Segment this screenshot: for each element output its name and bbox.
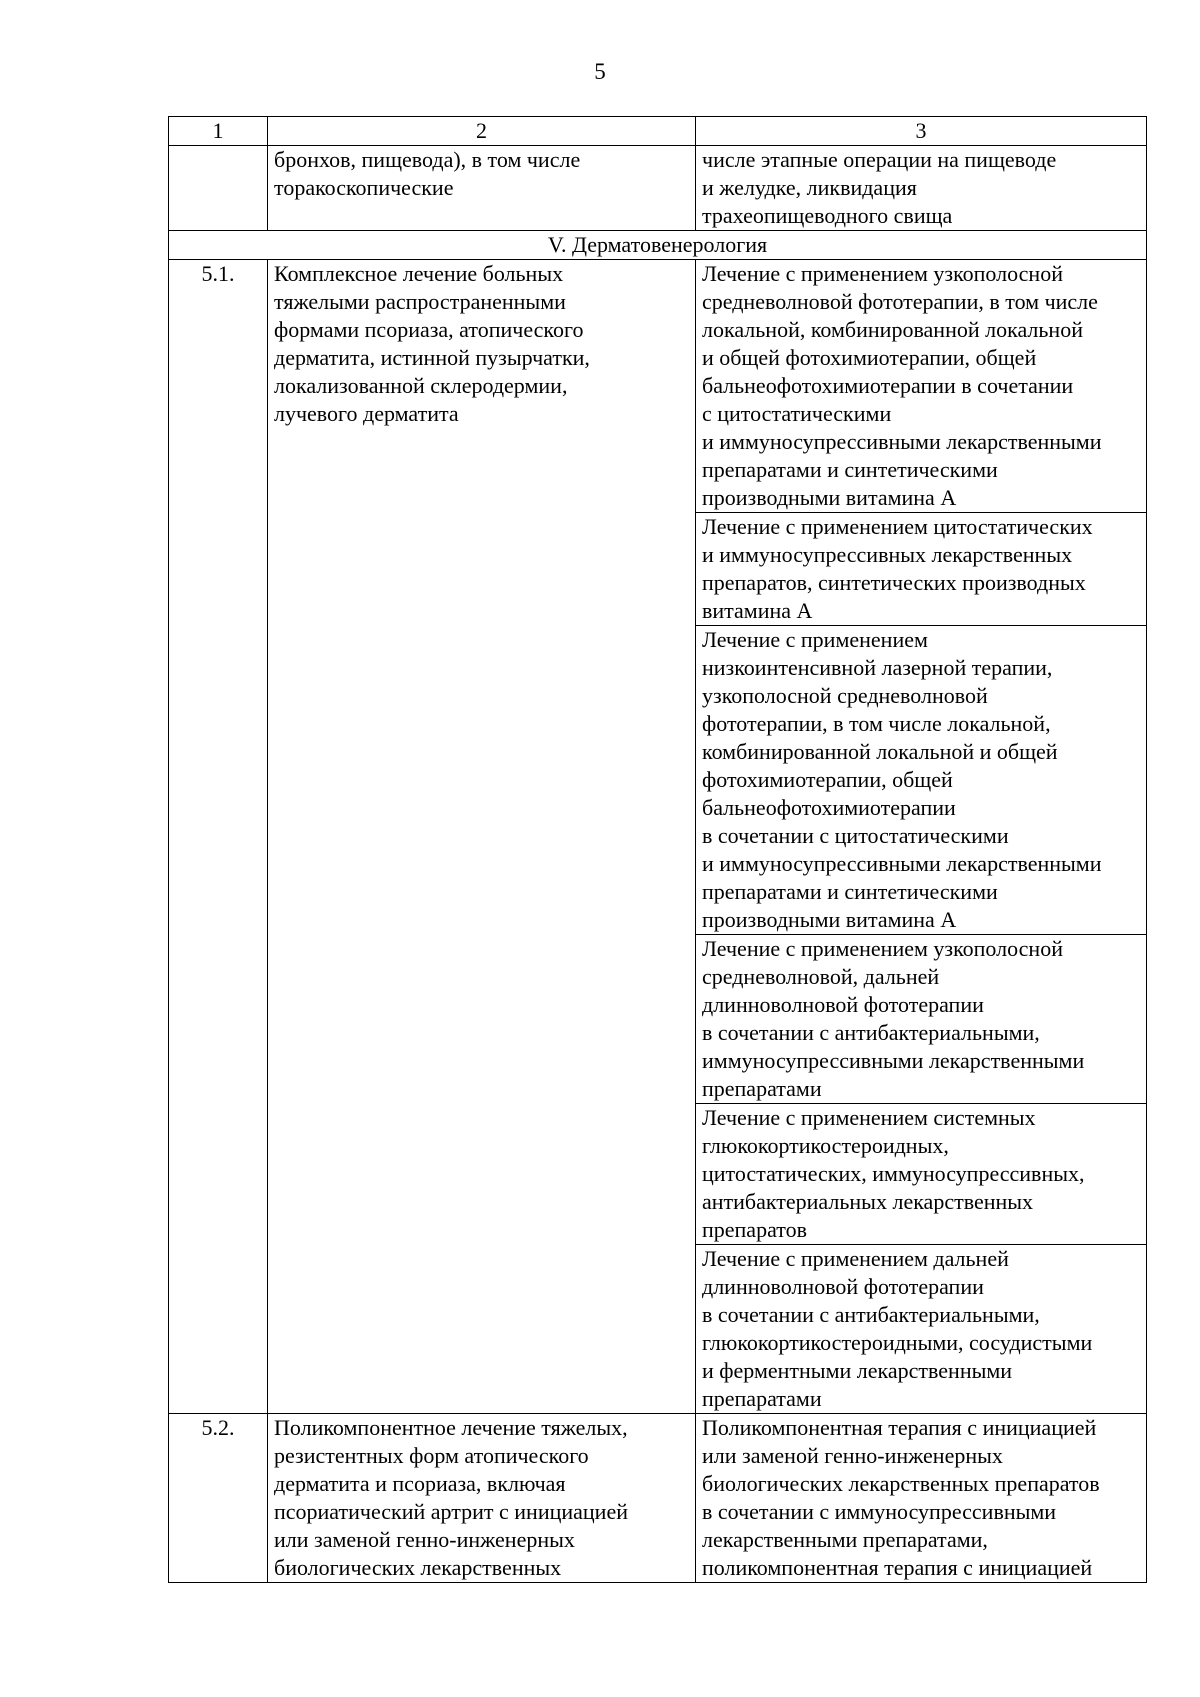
treatment-method: Лечение с применением низкоинтенсивной лазерной терапии, узкополосной средневолновой фототерапии, в том числе локальной, комбинированной локальной и общей фотохимиотерапии, общей бальнеофотохимиотерапии в сочетании с цитостатическими и иммуносупрессивными лекарственными препаратами и синтетическими производными витамина А <box>696 626 1147 935</box>
treatment-method: Поликомпонентная терапия с инициацией или заменой генно-инженерных биологических лекарственных препаратов в сочетании с иммуносупрессивными лекарственными препаратами, поликомпонентная терапия с инициацией <box>696 1414 1147 1583</box>
table-header-row <box>169 117 1147 146</box>
row-description: Поликомпонентное лечение тяжелых, резистентных форм атопического дерматита и псориаза, включая псориатический артрит с инициацией или заменой генно-инженерных биологических лекарственных <box>268 1414 696 1583</box>
section-title-row <box>169 231 1147 260</box>
row-description: Комплексное лечение больных тяжелыми распространенными формами псориаза, атопического дерматита, истинной пузырчатки, локализованной склеродермии, лучевого дерматита <box>268 260 696 1414</box>
row-number: 5.2. <box>169 1414 268 1583</box>
continuation-methods: числе этапные операции на пищеводе и желудке, ликвидация трахеопищеводного свища <box>696 146 1147 231</box>
header-col-1: 1 <box>169 117 268 146</box>
treatment-method: Лечение с применением узкополосной средневолновой, дальней длинноволновой фототерапии в сочетании с антибактериальными, иммуносупрессивными лекарственными препаратами <box>696 935 1147 1104</box>
row-number: 5.1. <box>169 260 268 1414</box>
continuation-row <box>169 146 1147 231</box>
page-number: 5 <box>594 59 606 84</box>
continuation-description: бронхов, пищевода), в том числе торакоскопические <box>268 146 696 231</box>
treatment-method: Лечение с применением узкополосной средневолновой фототерапии, в том числе локальной, комбинированной локальной и общей фотохимиотерапии, общей бальнеофотохимиотерапии в сочетании с цитостатическими и иммуносупрессивными лекарственными препаратами и синтетическими производными витамина А <box>696 260 1147 513</box>
table-row <box>169 260 1147 513</box>
treatment-method: Лечение с применением цитостатических и иммуносупрессивных лекарственных препаратов, синтетических производных витамина А <box>696 513 1147 626</box>
table-row <box>169 1414 1147 1583</box>
services-table <box>168 116 1147 1583</box>
treatment-method: Лечение с применением дальней длинноволновой фототерапии в сочетании с антибактериальными, глюкокортикостероидными, сосудистыми и ферментными лекарственными препаратами <box>696 1245 1147 1414</box>
section-title: V. Дерматовенерология <box>169 231 1147 260</box>
header-col-3: 3 <box>696 117 1147 146</box>
treatment-method: Лечение с применением системных глюкокортикостероидных, цитостатических, иммуносупрессивных, антибактериальных лекарственных препаратов <box>696 1104 1147 1245</box>
header-col-2: 2 <box>268 117 696 146</box>
continuation-num-cell <box>169 146 268 231</box>
